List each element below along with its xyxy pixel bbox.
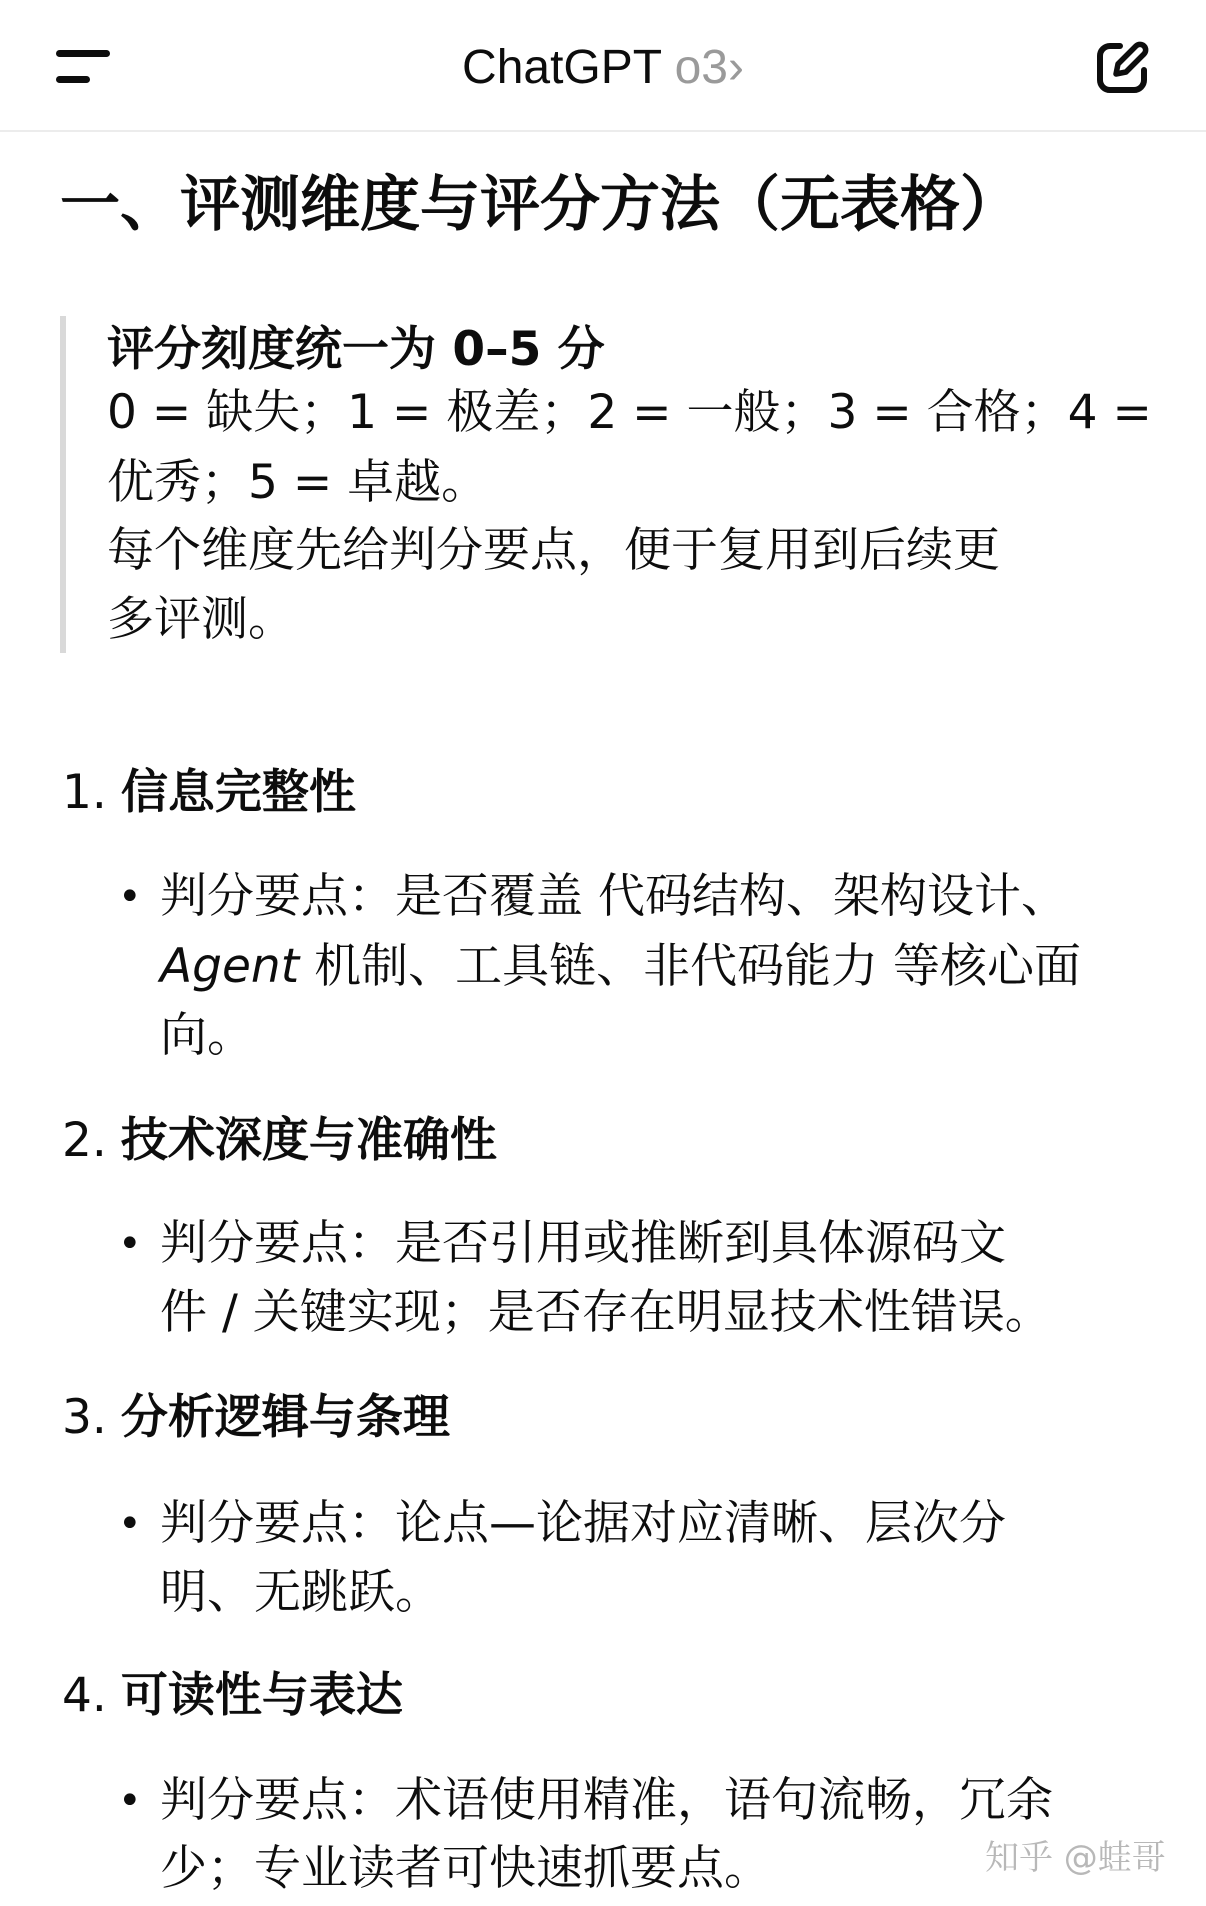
bullet-line: 件 / 关键实现；是否存在明显技术性错误。: [160, 1285, 1052, 1340]
watermark: 知乎 @蛙哥: [985, 1838, 1166, 1878]
list-item-3: 3. 分析逻辑与条理: [62, 1390, 450, 1445]
model-name: o3: [674, 41, 728, 94]
quote-line: 优秀；5 = 卓越。: [107, 455, 489, 510]
bullet-line: Agent 机制、工具链、非代码能力 等核心面: [160, 939, 1082, 994]
bullet-line: 判分要点：是否覆盖 代码结构、架构设计、: [160, 869, 1068, 924]
bullet-line: 向。: [160, 1008, 254, 1063]
item-title: 技术深度与准确性: [120, 1113, 497, 1168]
bullet-line: 判分要点：是否引用或推断到具体源码文: [160, 1216, 1006, 1271]
quote-line: 0 = 缺失；1 = 极差；2 = 一般；3 = 合格；4 =: [107, 385, 1152, 440]
bullet-line: 判分要点：术语使用精准，语句流畅，冗余: [160, 1773, 1053, 1828]
item-title: 分析逻辑与条理: [120, 1390, 450, 1445]
item-title: 可读性与表达: [120, 1668, 403, 1723]
model-selector[interactable]: [0, 38, 1206, 98]
quote-title: 评分刻度统一为 0–5 分: [107, 322, 605, 377]
quote-line: 每个维度先给判分要点，便于复用到后续更: [107, 523, 1000, 578]
bullet-line: 少；专业读者可快速抓要点。: [160, 1841, 771, 1896]
list-item-4: 4. 可读性与表达: [62, 1668, 403, 1723]
bullet-icon: •: [118, 1221, 142, 1267]
app-title: ChatGPT: [462, 41, 662, 94]
bullet-icon: •: [118, 874, 142, 920]
blockquote-border: [60, 316, 66, 653]
list-item-2: 2. 技术深度与准确性: [62, 1113, 497, 1168]
chevron-right-icon: ›: [727, 41, 744, 94]
bullet-icon: •: [118, 1778, 142, 1824]
bullet-icon: •: [118, 1501, 142, 1547]
bullet-line: 判分要点：论点—论据对应清晰、层次分: [160, 1496, 1006, 1551]
quote-line: 多评测。: [107, 592, 295, 647]
top-bar: [0, 0, 1206, 132]
bullet-line: 明、无跳跃。: [160, 1565, 442, 1620]
section-heading: 一、评测维度与评分方法（无表格）: [60, 170, 1020, 240]
item-title: 信息完整性: [120, 765, 356, 820]
new-chat-edit-icon[interactable]: [1094, 40, 1150, 96]
list-item-1: 1. 信息完整性: [62, 765, 356, 820]
